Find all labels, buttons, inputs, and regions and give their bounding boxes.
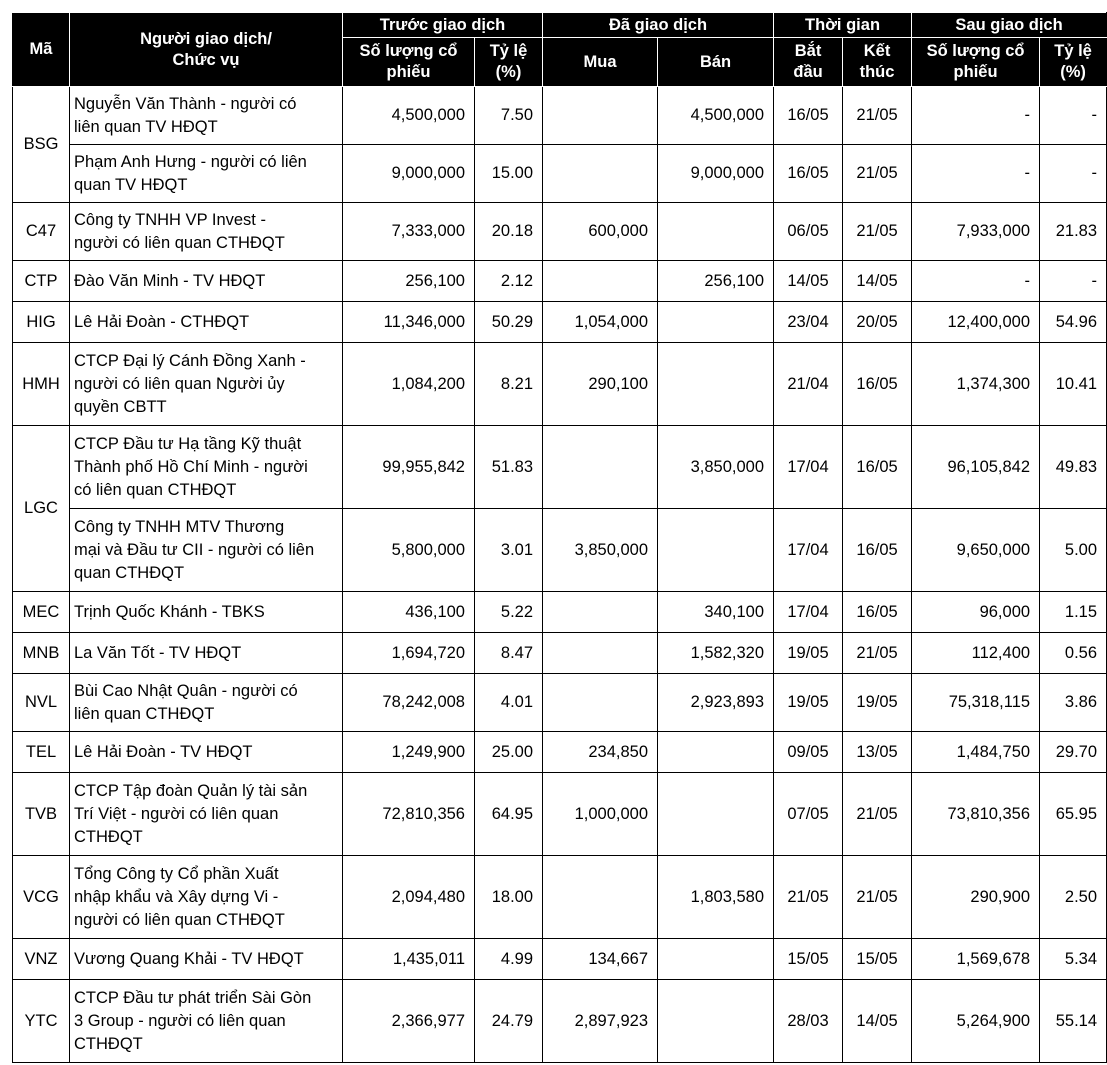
person-position-line: Nguyễn Văn Thành - người có: [74, 94, 297, 113]
end-date: 21/05: [843, 773, 912, 856]
after-ratio: 65.95: [1040, 773, 1107, 856]
buy-quantity: [543, 592, 658, 633]
person-position-line: Công ty TNHH VP Invest -: [74, 210, 266, 229]
end-date: 16/05: [843, 426, 912, 509]
before-ratio: 8.47: [475, 633, 543, 674]
header-da-giao-dich: Đã giao dịch: [543, 13, 774, 38]
end-date: 21/05: [843, 633, 912, 674]
end-date: 16/05: [843, 509, 912, 592]
table-row: [13, 87, 1107, 145]
before-ratio: 3.01: [475, 509, 543, 592]
buy-quantity: [543, 87, 658, 145]
start-date: 19/05: [774, 633, 843, 674]
person-position-line: Trí Việt - người có liên quan: [74, 804, 279, 823]
before-ratio: 15.00: [475, 145, 543, 203]
person-position: [70, 509, 343, 592]
person-position: [70, 773, 343, 856]
after-ratio: 49.83: [1040, 426, 1107, 509]
person-position-line: CTHĐQT: [74, 827, 143, 846]
ticker-code: TVB: [13, 773, 70, 856]
table-row: [13, 426, 1107, 509]
table-row: [13, 302, 1107, 343]
person-position: [70, 87, 343, 145]
start-date: 06/05: [774, 203, 843, 261]
after-quantity: 75,318,115: [912, 674, 1040, 732]
table-row: [13, 343, 1107, 426]
start-date: 21/04: [774, 343, 843, 426]
ticker-code: HMH: [13, 343, 70, 426]
before-quantity: 78,242,008: [343, 674, 475, 732]
before-quantity: 2,094,480: [343, 856, 475, 939]
before-ratio: 5.22: [475, 592, 543, 633]
after-ratio: 5.34: [1040, 939, 1107, 980]
insider-trading-table: [12, 12, 1107, 1063]
before-ratio: 4.01: [475, 674, 543, 732]
sell-quantity: [658, 773, 774, 856]
buy-quantity: [543, 426, 658, 509]
person-position-line: người có liên quan Người ủy: [74, 374, 285, 393]
after-ratio: 2.50: [1040, 856, 1107, 939]
before-ratio: 2.12: [475, 261, 543, 302]
buy-quantity: 1,000,000: [543, 773, 658, 856]
before-quantity: 436,100: [343, 592, 475, 633]
header-ty-le-truoc: Tỷ lệ (%): [475, 38, 543, 87]
person-position-line: Lê Hải Đoàn - CTHĐQT: [74, 312, 250, 331]
after-quantity: 112,400: [912, 633, 1040, 674]
table-row: [13, 980, 1107, 1063]
table-row: [13, 509, 1107, 592]
header-bat-dau: Bắt đầu: [774, 38, 843, 87]
person-position-line: Lê Hải Đoàn - TV HĐQT: [74, 742, 253, 761]
before-quantity: 7,333,000: [343, 203, 475, 261]
ticker-code: MEC: [13, 592, 70, 633]
after-quantity: -: [912, 261, 1040, 302]
end-date: 13/05: [843, 732, 912, 773]
sell-quantity: 256,100: [658, 261, 774, 302]
sell-quantity: [658, 939, 774, 980]
after-quantity: 73,810,356: [912, 773, 1040, 856]
after-ratio: 21.83: [1040, 203, 1107, 261]
sell-quantity: 4,500,000: [658, 87, 774, 145]
after-ratio: -: [1040, 145, 1107, 203]
person-position-line: Công ty TNHH MTV Thương: [74, 517, 285, 536]
ticker-code: NVL: [13, 674, 70, 732]
person-position-line: quan TV HĐQT: [74, 175, 188, 194]
ticker-code: YTC: [13, 980, 70, 1063]
ticker-code: VNZ: [13, 939, 70, 980]
sell-quantity: [658, 343, 774, 426]
person-position: [70, 302, 343, 343]
header-ma: Mã: [13, 13, 70, 87]
header-thoi-gian: Thời gian: [774, 13, 912, 38]
person-position-line: liên quan TV HĐQT: [74, 117, 218, 136]
start-date: 28/03: [774, 980, 843, 1063]
header-truoc-giao-dich: Trước giao dịch: [343, 13, 543, 38]
person-position-line: Phạm Anh Hưng - người có liên: [74, 152, 307, 171]
buy-quantity: 1,054,000: [543, 302, 658, 343]
person-position-line: La Văn Tốt - TV HĐQT: [74, 643, 242, 662]
start-date: 14/05: [774, 261, 843, 302]
end-date: 14/05: [843, 980, 912, 1063]
person-position: [70, 732, 343, 773]
end-date: 14/05: [843, 261, 912, 302]
person-position-line: 3 Group - người có liên quan: [74, 1011, 286, 1030]
table-header: [13, 13, 1107, 87]
before-quantity: 99,955,842: [343, 426, 475, 509]
buy-quantity: 600,000: [543, 203, 658, 261]
after-quantity: 290,900: [912, 856, 1040, 939]
after-quantity: 96,105,842: [912, 426, 1040, 509]
after-ratio: 0.56: [1040, 633, 1107, 674]
person-position-line: CTCP Đầu tư Hạ tầng Kỹ thuật: [74, 434, 302, 453]
sell-quantity: 340,100: [658, 592, 774, 633]
buy-quantity: [543, 674, 658, 732]
person-position-line: nhập khẩu và Xây dựng Vi -: [74, 887, 279, 906]
before-ratio: 8.21: [475, 343, 543, 426]
before-quantity: 11,346,000: [343, 302, 475, 343]
table-row: [13, 674, 1107, 732]
person-position: [70, 203, 343, 261]
person-position-line: Tổng Công ty Cổ phần Xuất: [74, 864, 279, 883]
person-position-line: quyền CBTT: [74, 397, 167, 416]
person-position-line: CTCP Đầu tư phát triển Sài Gòn: [74, 988, 312, 1007]
ticker-code: TEL: [13, 732, 70, 773]
end-date: 21/05: [843, 856, 912, 939]
buy-quantity: [543, 145, 658, 203]
ticker-code: C47: [13, 203, 70, 261]
buy-quantity: [543, 261, 658, 302]
before-ratio: 50.29: [475, 302, 543, 343]
end-date: 16/05: [843, 343, 912, 426]
sell-quantity: 1,582,320: [658, 633, 774, 674]
person-position: [70, 674, 343, 732]
ticker-code: VCG: [13, 856, 70, 939]
after-quantity: 7,933,000: [912, 203, 1040, 261]
before-ratio: 64.95: [475, 773, 543, 856]
table-row: [13, 732, 1107, 773]
before-ratio: 24.79: [475, 980, 543, 1063]
person-position: [70, 592, 343, 633]
ticker-code: HIG: [13, 302, 70, 343]
buy-quantity: [543, 856, 658, 939]
person-position-line: Đào Văn Minh - TV HĐQT: [74, 271, 266, 290]
end-date: 15/05: [843, 939, 912, 980]
after-quantity: 1,569,678: [912, 939, 1040, 980]
person-position-line: liên quan CTHĐQT: [74, 704, 215, 723]
start-date: 19/05: [774, 674, 843, 732]
buy-quantity: 3,850,000: [543, 509, 658, 592]
end-date: 19/05: [843, 674, 912, 732]
start-date: 09/05: [774, 732, 843, 773]
table-row: [13, 145, 1107, 203]
start-date: 16/05: [774, 145, 843, 203]
before-ratio: 20.18: [475, 203, 543, 261]
sell-quantity: [658, 302, 774, 343]
before-quantity: 1,249,900: [343, 732, 475, 773]
person-position-line: mại và Đầu tư CII - người có liên: [74, 540, 315, 559]
start-date: 17/04: [774, 509, 843, 592]
after-ratio: 29.70: [1040, 732, 1107, 773]
ticker-code: BSG: [13, 87, 70, 203]
before-ratio: 18.00: [475, 856, 543, 939]
buy-quantity: 134,667: [543, 939, 658, 980]
buy-quantity: 234,850: [543, 732, 658, 773]
table-row: [13, 261, 1107, 302]
sell-quantity: 2,923,893: [658, 674, 774, 732]
sell-quantity: [658, 509, 774, 592]
end-date: 21/05: [843, 87, 912, 145]
person-position: [70, 856, 343, 939]
sell-quantity: 3,850,000: [658, 426, 774, 509]
before-ratio: 51.83: [475, 426, 543, 509]
person-position: [70, 426, 343, 509]
start-date: 17/04: [774, 426, 843, 509]
sell-quantity: 1,803,580: [658, 856, 774, 939]
person-position: [70, 145, 343, 203]
after-ratio: 55.14: [1040, 980, 1107, 1063]
before-ratio: 25.00: [475, 732, 543, 773]
end-date: 20/05: [843, 302, 912, 343]
after-quantity: 1,374,300: [912, 343, 1040, 426]
before-ratio: 7.50: [475, 87, 543, 145]
person-position: [70, 343, 343, 426]
before-quantity: 9,000,000: [343, 145, 475, 203]
header-ban: Bán: [658, 38, 774, 87]
person-position-line: CTHĐQT: [74, 1034, 143, 1053]
ticker-code: LGC: [13, 426, 70, 592]
sell-quantity: 9,000,000: [658, 145, 774, 203]
table-row: [13, 856, 1107, 939]
end-date: 21/05: [843, 145, 912, 203]
before-quantity: 1,435,011: [343, 939, 475, 980]
before-quantity: 4,500,000: [343, 87, 475, 145]
header-ty-le-sau: Tỷ lệ (%): [1040, 38, 1107, 87]
header-nguoi-giao-dich: Người giao dịch/ Chức vụ: [70, 13, 343, 87]
after-quantity: -: [912, 87, 1040, 145]
after-quantity: 1,484,750: [912, 732, 1040, 773]
end-date: 16/05: [843, 592, 912, 633]
after-ratio: -: [1040, 261, 1107, 302]
person-position-line: Vương Quang Khải - TV HĐQT: [74, 949, 304, 968]
after-quantity: 96,000: [912, 592, 1040, 633]
header-ket-thuc: Kết thúc: [843, 38, 912, 87]
person-position-line: người có liên quan CTHĐQT: [74, 233, 285, 252]
before-quantity: 2,366,977: [343, 980, 475, 1063]
start-date: 21/05: [774, 856, 843, 939]
table-body: [13, 87, 1107, 1063]
person-position-line: người có liên quan CTHĐQT: [74, 910, 285, 929]
person-position-line: Bùi Cao Nhật Quân - người có: [74, 681, 298, 700]
person-position: [70, 261, 343, 302]
sell-quantity: [658, 732, 774, 773]
person-position-line: Trịnh Quốc Khánh - TBKS: [74, 602, 265, 621]
after-ratio: 10.41: [1040, 343, 1107, 426]
table-row: [13, 592, 1107, 633]
after-ratio: 54.96: [1040, 302, 1107, 343]
after-quantity: -: [912, 145, 1040, 203]
person-position-line: Thành phố Hồ Chí Minh - người: [74, 457, 308, 476]
person-position-line: CTCP Tập đoàn Quản lý tài sản: [74, 781, 308, 800]
buy-quantity: 2,897,923: [543, 980, 658, 1063]
buy-quantity: 290,100: [543, 343, 658, 426]
header-mua: Mua: [543, 38, 658, 87]
ticker-code: CTP: [13, 261, 70, 302]
after-ratio: 1.15: [1040, 592, 1107, 633]
person-position: [70, 980, 343, 1063]
before-quantity: 72,810,356: [343, 773, 475, 856]
before-quantity: 256,100: [343, 261, 475, 302]
table-row: [13, 633, 1107, 674]
person-position: [70, 939, 343, 980]
after-ratio: -: [1040, 87, 1107, 145]
person-position-line: có liên quan CTHĐQT: [74, 480, 237, 499]
person-position-line: quan CTHĐQT: [74, 563, 185, 582]
start-date: 17/04: [774, 592, 843, 633]
after-ratio: 5.00: [1040, 509, 1107, 592]
start-date: 23/04: [774, 302, 843, 343]
header-sau-giao-dich: Sau giao dịch: [912, 13, 1107, 38]
sell-quantity: [658, 980, 774, 1063]
table-row: [13, 203, 1107, 261]
sell-quantity: [658, 203, 774, 261]
end-date: 21/05: [843, 203, 912, 261]
start-date: 16/05: [774, 87, 843, 145]
header-so-luong-truoc: Số lượng cổ phiếu: [343, 38, 475, 87]
table-row: [13, 939, 1107, 980]
before-ratio: 4.99: [475, 939, 543, 980]
buy-quantity: [543, 633, 658, 674]
person-position-line: CTCP Đại lý Cánh Đồng Xanh -: [74, 351, 306, 370]
ticker-code: MNB: [13, 633, 70, 674]
header-so-luong-sau: Số lượng cổ phiếu: [912, 38, 1040, 87]
after-quantity: 9,650,000: [912, 509, 1040, 592]
before-quantity: 1,084,200: [343, 343, 475, 426]
after-ratio: 3.86: [1040, 674, 1107, 732]
person-position: [70, 633, 343, 674]
table-row: [13, 773, 1107, 856]
before-quantity: 5,800,000: [343, 509, 475, 592]
start-date: 07/05: [774, 773, 843, 856]
after-quantity: 5,264,900: [912, 980, 1040, 1063]
after-quantity: 12,400,000: [912, 302, 1040, 343]
start-date: 15/05: [774, 939, 843, 980]
before-quantity: 1,694,720: [343, 633, 475, 674]
